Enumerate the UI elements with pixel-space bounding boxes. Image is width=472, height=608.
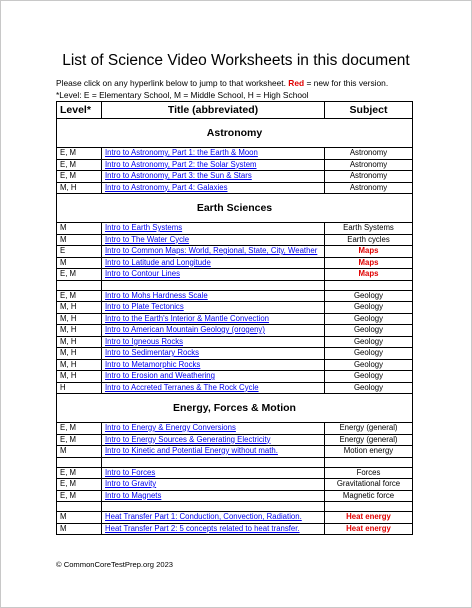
table-row	[57, 523, 413, 535]
table-row	[57, 159, 413, 171]
table-row	[57, 148, 413, 160]
level-cell: E, M	[57, 423, 102, 435]
subject-cell: Geology	[325, 348, 413, 360]
worksheet-link[interactable]: Intro to Accreted Terranes & The Rock Cycle	[105, 382, 259, 392]
title-cell	[102, 313, 325, 325]
worksheet-link[interactable]: Intro to The Water Cycle	[105, 234, 190, 244]
worksheet-link[interactable]: Intro to American Mountain Geology (orogeny)	[105, 325, 265, 334]
empty-cell	[57, 280, 102, 290]
level-cell: E, M	[57, 290, 102, 302]
table-row	[57, 313, 413, 325]
section-header-row	[57, 194, 413, 223]
level-cell: M, H	[57, 336, 102, 348]
table-row	[57, 182, 413, 194]
subject-cell: Geology	[325, 359, 413, 371]
empty-cell	[57, 457, 102, 467]
title-cell	[102, 490, 325, 502]
table-row	[57, 290, 413, 302]
worksheet-link[interactable]: Intro to Astronomy, Part 4: Galaxies	[105, 182, 228, 192]
level-cell: M	[57, 223, 102, 235]
table-row	[57, 269, 413, 281]
title-cell	[102, 302, 325, 314]
worksheet-link[interactable]: Intro to Energy Sources & Generating Electricity	[105, 434, 271, 444]
worksheet-link[interactable]: Intro to Astronomy, Part 3: the Sun & Stars	[105, 171, 252, 180]
table-row	[57, 512, 413, 524]
table-row	[57, 434, 413, 446]
level-cell: M	[57, 523, 102, 535]
subject-cell: Earth cycles	[325, 234, 413, 246]
title-cell	[102, 159, 325, 171]
level-cell: M, H	[57, 302, 102, 314]
worksheet-link[interactable]: Intro to the Earth's Interior & Mantle Convection	[105, 313, 270, 323]
section-title: Energy, Forces & Motion	[57, 394, 413, 423]
table-body	[57, 119, 413, 535]
title-cell	[102, 257, 325, 269]
table-row	[57, 234, 413, 246]
subject-cell: Gravitational force	[325, 479, 413, 491]
red-legend: Red	[288, 78, 305, 88]
title-cell	[102, 382, 325, 394]
worksheet-link[interactable]: Intro to Gravity	[105, 479, 157, 488]
table-row	[57, 382, 413, 394]
subject-cell: Astronomy	[325, 182, 413, 194]
worksheet-link[interactable]: Intro to Igneous Rocks	[105, 336, 184, 346]
level-cell: M, H	[57, 359, 102, 371]
worksheet-link[interactable]: Intro to Plate Tectonics	[105, 302, 184, 311]
title-cell	[102, 523, 325, 535]
title-cell	[102, 171, 325, 183]
subject-cell: Energy (general)	[325, 423, 413, 435]
level-cell: E	[57, 246, 102, 258]
header-title: Title (abbreviated)	[102, 102, 325, 119]
empty-cell	[325, 502, 413, 512]
subject-cell: Heat energy	[325, 512, 413, 524]
header-subject: Subject	[325, 102, 413, 119]
subject-cell: Geology	[325, 313, 413, 325]
title-cell	[102, 371, 325, 383]
worksheet-link[interactable]: Intro to Metamorphic Rocks	[105, 359, 201, 369]
worksheet-link[interactable]: Intro to Earth Systems	[105, 223, 183, 232]
subject-cell: Magnetic force	[325, 490, 413, 502]
title-cell	[102, 148, 325, 160]
level-cell: M, H	[57, 313, 102, 325]
level-legend: *Level: E = Elementary School, M = Middle School, H = High School	[56, 90, 309, 100]
level-cell: H	[57, 382, 102, 394]
empty-cell	[102, 502, 325, 512]
worksheet-link[interactable]: Intro to Sedimentary Rocks	[105, 348, 200, 357]
title-cell	[102, 223, 325, 235]
worksheet-link[interactable]: Intro to Astronomy, Part 2: the Solar System	[105, 159, 257, 169]
title-cell	[102, 467, 325, 479]
subject-cell: Heat energy	[325, 523, 413, 535]
intro-text-a: Please click on any hyperlink below to jump to that worksheet.	[56, 78, 289, 88]
level-cell: E, M	[57, 479, 102, 491]
subject-cell: Geology	[325, 302, 413, 314]
level-cell: E, M	[57, 490, 102, 502]
level-cell: M	[57, 234, 102, 246]
level-cell: M	[57, 512, 102, 524]
worksheet-link[interactable]: Heat Transfer Part 1: Conduction, Convection, Radiation.	[105, 512, 302, 521]
worksheet-link[interactable]: Intro to Mohs Hardness Scale	[105, 290, 208, 300]
section-header-row	[57, 394, 413, 423]
title-cell	[102, 434, 325, 446]
title-cell	[102, 325, 325, 337]
subject-cell: Maps	[325, 257, 413, 269]
level-cell: M, H	[57, 325, 102, 337]
table-row	[57, 371, 413, 383]
level-cell: M, H	[57, 371, 102, 383]
level-cell: E, M	[57, 159, 102, 171]
table-row	[57, 223, 413, 235]
section-header-row	[57, 119, 413, 148]
level-cell: E, M	[57, 148, 102, 160]
title-cell	[102, 423, 325, 435]
empty-cell	[102, 280, 325, 290]
table-row	[57, 348, 413, 360]
subject-cell: Motion energy	[325, 446, 413, 458]
level-cell: M, H	[57, 182, 102, 194]
intro-line-1	[56, 78, 388, 88]
empty-cell	[325, 280, 413, 290]
worksheet-link[interactable]: Intro to Astronomy, Part 1: the Earth & Moon	[105, 148, 258, 157]
level-cell: M, H	[57, 348, 102, 360]
table-row	[57, 246, 413, 258]
level-cell: E, M	[57, 171, 102, 183]
table-row	[57, 359, 413, 371]
section-title: Earth Sciences	[57, 194, 413, 223]
subject-cell: Astronomy	[325, 148, 413, 160]
title-cell	[102, 446, 325, 458]
subject-cell: Geology	[325, 371, 413, 383]
level-cell: M	[57, 257, 102, 269]
empty-cell	[325, 457, 413, 467]
worksheet-link[interactable]: Intro to Energy & Energy Conversions	[105, 423, 236, 432]
table-row	[57, 490, 413, 502]
title-cell	[102, 290, 325, 302]
copyright-footer: © CommonCoreTestPrep.org 2023	[56, 560, 174, 569]
title-cell	[102, 234, 325, 246]
title-cell	[102, 348, 325, 360]
table-row	[57, 336, 413, 348]
section-title: Astronomy	[57, 119, 413, 148]
worksheet-link[interactable]: Intro to Latitude and Longitude	[105, 257, 211, 267]
level-cell: E, M	[57, 467, 102, 479]
table-row	[57, 302, 413, 314]
table-row	[57, 446, 413, 458]
table-header-row	[57, 102, 413, 119]
worksheet-table	[56, 101, 413, 535]
subject-cell: Geology	[325, 382, 413, 394]
title-cell	[102, 336, 325, 348]
table-row	[57, 423, 413, 435]
level-cell: E, M	[57, 269, 102, 281]
header-level: Level*	[57, 102, 102, 119]
intro-text-b: = new for this version.	[304, 78, 389, 88]
title-cell	[102, 359, 325, 371]
table-row	[57, 325, 413, 337]
subject-cell: Geology	[325, 325, 413, 337]
level-cell: E, M	[57, 434, 102, 446]
table-row	[57, 479, 413, 491]
subject-cell: Geology	[325, 336, 413, 348]
table-row	[57, 467, 413, 479]
table-row	[57, 257, 413, 269]
page-title: List of Science Video Worksheets in this document	[62, 52, 410, 69]
worksheet-link[interactable]: Heat Transfer Part 2: 5 concepts related to heat transfer.	[105, 523, 300, 533]
worksheet-link[interactable]: Intro to Contour Lines	[105, 269, 180, 278]
empty-cell	[57, 502, 102, 512]
subject-cell: Maps	[325, 246, 413, 258]
subject-cell: Astronomy	[325, 159, 413, 171]
table-row	[57, 171, 413, 183]
subject-cell: Forces	[325, 467, 413, 479]
title-cell	[102, 479, 325, 491]
title-cell	[102, 512, 325, 524]
subject-cell: Geology	[325, 290, 413, 302]
spacer-row	[57, 280, 413, 290]
worksheet-link[interactable]: Intro to Erosion and Weathering	[105, 371, 215, 380]
subject-cell: Energy (general)	[325, 434, 413, 446]
title-cell	[102, 182, 325, 194]
spacer-row	[57, 502, 413, 512]
worksheet-link[interactable]: Intro to Forces	[105, 467, 156, 477]
empty-cell	[102, 457, 325, 467]
worksheet-link[interactable]: Intro to Magnets	[105, 490, 162, 500]
spacer-row	[57, 457, 413, 467]
subject-cell: Astronomy	[325, 171, 413, 183]
subject-cell: Maps	[325, 269, 413, 281]
level-cell: M	[57, 446, 102, 458]
title-cell	[102, 269, 325, 281]
worksheet-link[interactable]: Intro to Common Maps: World, Regional, State, City, Weather	[105, 246, 318, 255]
subject-cell: Earth Systems	[325, 223, 413, 235]
title-cell	[102, 246, 325, 258]
worksheet-link[interactable]: Intro to Kinetic and Potential Energy without math.	[105, 446, 278, 455]
